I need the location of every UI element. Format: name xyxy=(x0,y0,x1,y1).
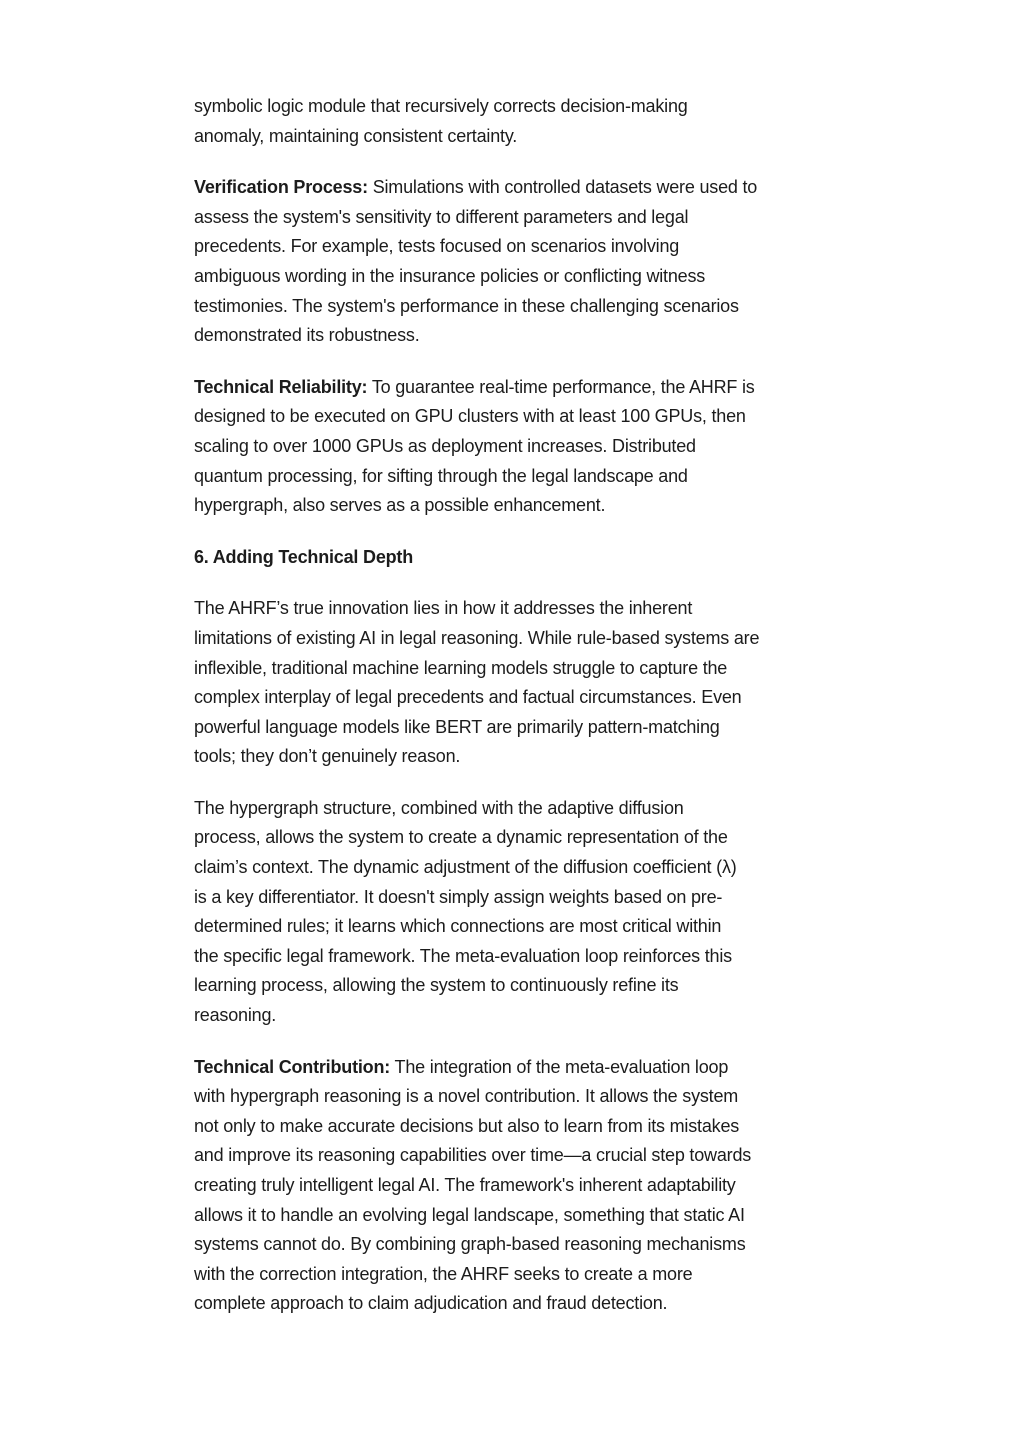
text-line: powerful language models like BERT are primarily pattern-matching xyxy=(194,716,720,737)
text-line: ambiguous wording in the insurance policies or conflicting witness xyxy=(194,265,706,286)
text-line: precedents. For example, tests focused on scenarios involving xyxy=(194,236,680,257)
bold-lead: Technical Reliability: xyxy=(194,376,368,397)
text-line: with hypergraph reasoning is a novel contribution. It allows the system xyxy=(194,1086,739,1107)
text-line: testimonies. The system's performance in these challenging scenarios xyxy=(194,295,739,316)
text-line: allows it to handle an evolving legal landscape, something that static AI xyxy=(194,1204,745,1225)
text-line xyxy=(194,1053,840,1083)
text-line: anomaly, maintaining consistent certainty. xyxy=(194,125,518,146)
text-line: is a key differentiator. It doesn't simply assign weights based on pre- xyxy=(194,886,723,907)
text-line: designed to be executed on GPU clusters with at least 100 GPUs, then xyxy=(194,406,746,427)
text-line: complex interplay of legal precedents and factual circumstances. Even xyxy=(194,687,742,708)
text-line: tools; they don’t genuinely reason. xyxy=(194,746,461,767)
text-line: The hypergraph structure, combined with the adaptive diffusion xyxy=(194,797,684,818)
text-line xyxy=(194,373,840,403)
text-segment: The integration of the meta-evaluation loop xyxy=(394,1056,729,1077)
text-line: complete approach to claim adjudication and fraud detection. xyxy=(194,1293,668,1314)
paragraph-technical-reliability xyxy=(194,373,840,521)
bold-lead: Technical Contribution: xyxy=(194,1056,391,1077)
text-line: learning process, allowing the system to continuously refine its xyxy=(194,975,679,996)
text-line: assess the system's sensitivity to different parameters and legal xyxy=(194,206,689,227)
text-line: quantum processing, for sifting through the legal landscape and xyxy=(194,465,688,486)
paragraph-ahrf-innovation xyxy=(194,594,840,772)
text-line: not only to make accurate decisions but also to learn from its mistakes xyxy=(194,1115,740,1136)
text-segment: Simulations with controlled datasets were used to xyxy=(372,177,758,198)
text-line: and improve its reasoning capabilities over time—a crucial step towards xyxy=(194,1145,752,1166)
text-line: systems cannot do. By combining graph-based reasoning mechanisms xyxy=(194,1234,746,1255)
paragraph-symbolic-logic xyxy=(194,92,840,151)
paragraph-technical-contribution xyxy=(194,1053,840,1319)
text-line: symbolic logic module that recursively corrects decision-making xyxy=(194,96,688,116)
text-line: process, allows the system to create a dynamic representation of the xyxy=(194,827,728,848)
text-line: creating truly intelligent legal AI. The framework's inherent adaptability xyxy=(194,1175,736,1195)
text-line: inflexible, traditional machine learning models struggle to capture the xyxy=(194,657,728,678)
paragraph-hypergraph-structure xyxy=(194,794,840,1031)
text-segment: To guarantee real-time performance, the AHRF is xyxy=(371,376,755,397)
text-line: claim’s context. The dynamic adjustment of the diffusion coefficient (λ) xyxy=(194,857,737,878)
text-line: determined rules; it learns which connections are most critical within xyxy=(194,916,722,937)
bold-lead: Verification Process: xyxy=(194,177,368,198)
text-line: with the correction integration, the AHRF seeks to create a more xyxy=(194,1263,693,1284)
text-line: demonstrated its robustness. xyxy=(194,325,420,346)
text-line: hypergraph, also serves as a possible enhancement. xyxy=(194,495,606,516)
text-line: limitations of existing AI in legal reasoning. While rule-based systems are xyxy=(194,627,760,648)
section-heading-adding-technical-depth: 6. Adding Technical Depth xyxy=(194,546,414,567)
text-line xyxy=(194,173,840,203)
text-line: reasoning. xyxy=(194,1005,277,1026)
text-line: the specific legal framework. The meta-evaluation loop reinforces this xyxy=(194,945,732,966)
paragraph-verification-process xyxy=(194,173,840,351)
text-line: The AHRF’s true innovation lies in how it addresses the inherent xyxy=(194,598,693,619)
text-line: scaling to over 1000 GPUs as deployment increases. Distributed xyxy=(194,435,696,456)
